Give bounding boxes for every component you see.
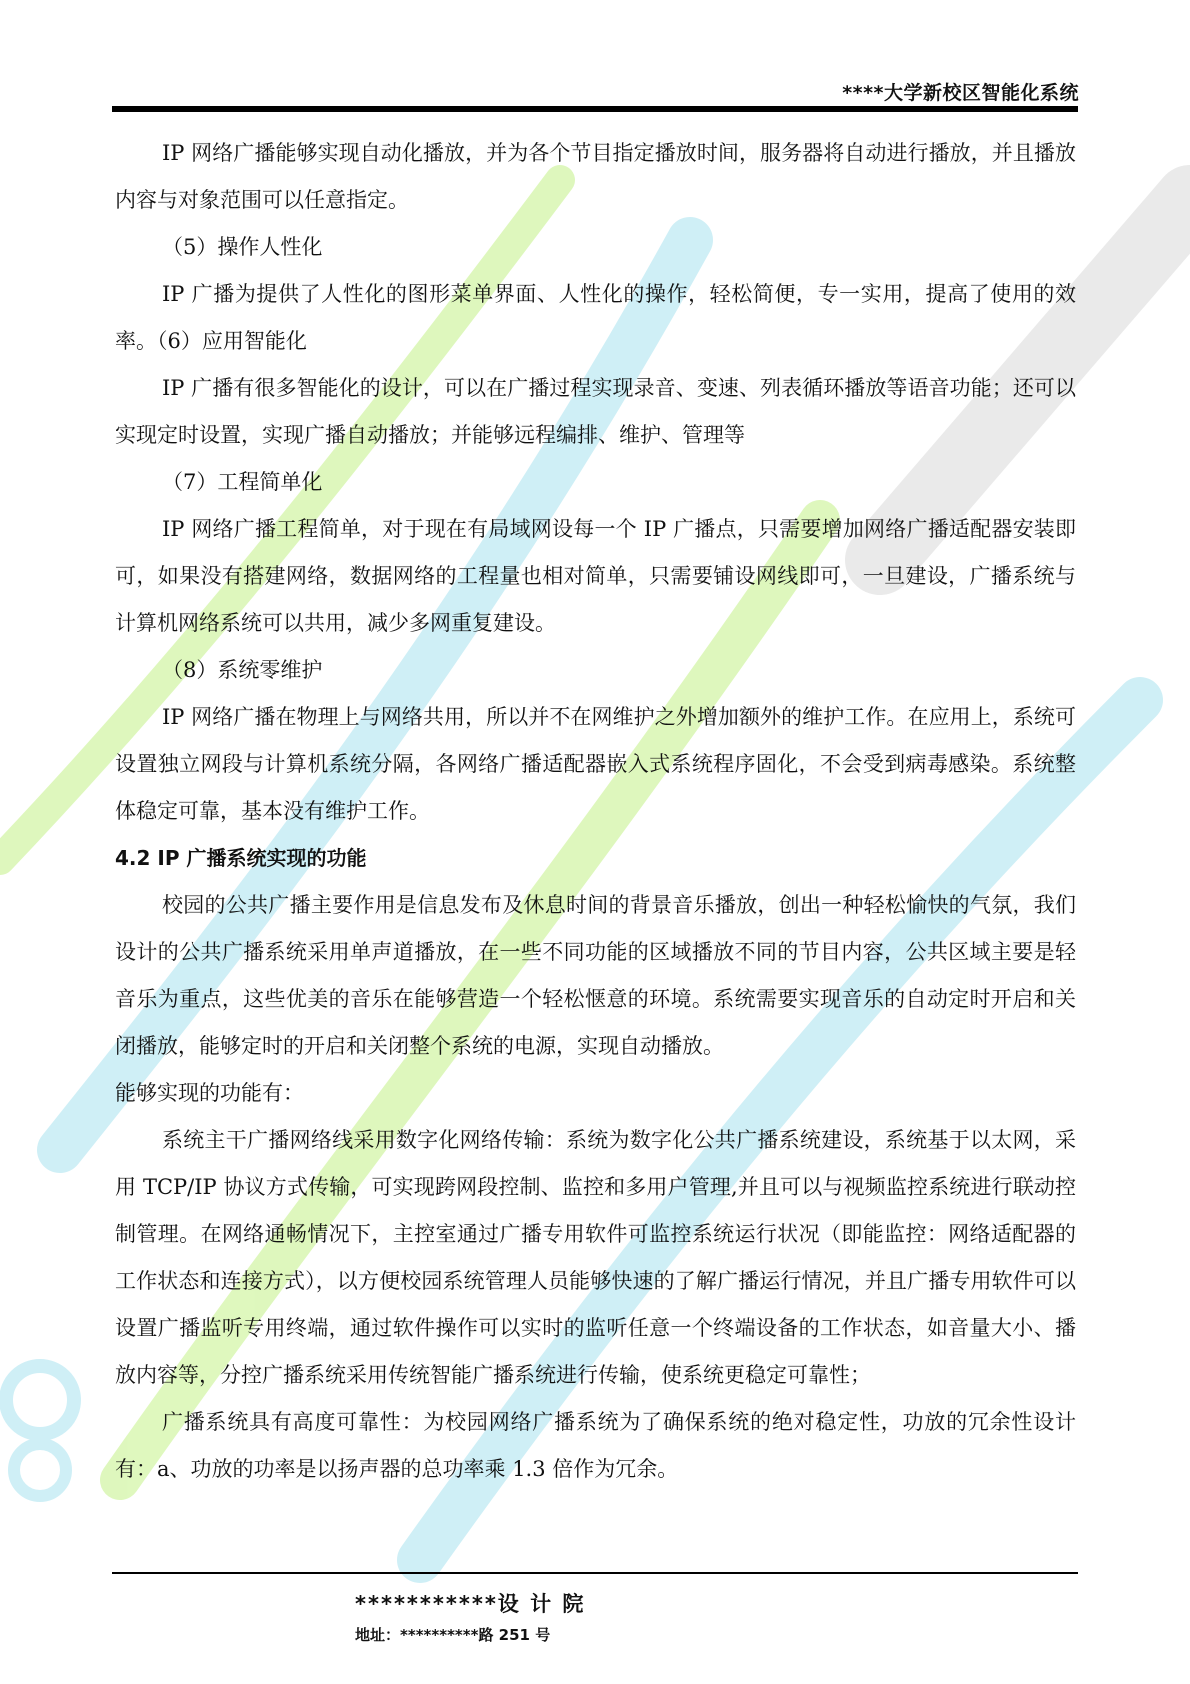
paragraph: 校园的公共广播主要作用是信息发布及休息时间的背景音乐播放，创出一种轻松愉快的气氛，我们设计的公共广播系统采用单声道播放，在一些不同功能的区域播放不同的节目内容，公共区域主要是轻音乐为重点，这些优美的音乐在能够营造一个轻松惬意的环境。系统需要实现音乐的自动定时开启和关闭播放，能够定时的开启和关闭整个系统的电源，实现自动播放。 xyxy=(115,893,1076,1058)
paragraph: 系统主干广播网络线采用数字化网络传输：系统为数字化公共广播系统建设，系统基于以太网，采用 TCP/IP 协议方式传输，可实现跨网段控制、监控和多用户管理,并且可以与视频监控系统进行联动控制管理。在网络通畅情况下，主控室通过广播专用软件可监控系统运行状况（即能监控：网络适配器的工作状态和连接方式），以方便校园系统管理人员能够快速的了解广播运行情况，并且广播专用软件可以设置广播监听专用终端，通过软件操作可以实时的监听任意一个终端设备的工作状态，如音量大小、播放内容等，分控广播系统采用传统智能广播系统进行传输，使系统更稳定可靠性； xyxy=(115,1128,1076,1387)
footer-org-name: ***********设 计 院 xyxy=(355,1592,586,1616)
paragraph: IP 广播为提供了人性化的图形菜单界面、人性化的操作，轻松简便，专一实用，提高了使用的效率。（6）应用智能化 xyxy=(115,282,1076,353)
subheading: （5）操作人性化 xyxy=(162,235,323,259)
subheading: （8）系统零维护 xyxy=(162,658,323,682)
paragraph: IP 网络广播工程简单，对于现在有局域网设每一个 IP 广播点，只需要增加网络广播适配器安装即可，如果没有搭建网络，数据网络的工程量也相对简单，只需要铺设网线即可，一旦建设，广播系统与计算机网络系统可以共用，减少多网重复建设。 xyxy=(115,517,1076,635)
watermark-flower-1 xyxy=(6,1366,74,1434)
subheading: （7）工程简单化 xyxy=(162,470,323,494)
watermark-flower-2 xyxy=(14,1444,66,1496)
header-title: ****大学新校区智能化系统 xyxy=(842,82,1079,104)
header-rule xyxy=(112,106,1078,112)
paragraph: 广播系统具有高度可靠性：为校园网络广播系统为了确保系统的绝对稳定性，功放的冗余性设计有：a、功放的功率是以扬声器的总功率乘 1.3 倍作为冗余。 xyxy=(115,1410,1076,1481)
paragraph: IP 网络广播在物理上与网络共用，所以并不在网维护之外增加额外的维护工作。在应用上，系统可设置独立网段与计算机系统分隔，各网络广播适配器嵌入式系统程序固化，不会受到病毒感染。系统整体稳定可靠，基本没有维护工作。 xyxy=(115,705,1076,823)
footer-address: 地址：**********路 251 号 xyxy=(355,1626,551,1644)
footer-rule xyxy=(112,1572,1078,1574)
paragraph: IP 网络广播能够实现自动化播放，并为各个节目指定播放时间，服务器将自动进行播放，并且播放内容与对象范围可以任意指定。 xyxy=(115,141,1076,212)
paragraph: IP 广播有很多智能化的设计，可以在广播过程实现录音、变速、列表循环播放等语音功能；还可以实现定时设置，实现广播自动播放；并能够远程编排、维护、管理等 xyxy=(115,376,1076,447)
section-heading: 4.2 IP 广播系统实现的功能 xyxy=(115,846,367,870)
paragraph: 能够实现的功能有： xyxy=(115,1081,304,1105)
body-text xyxy=(115,130,1076,1493)
